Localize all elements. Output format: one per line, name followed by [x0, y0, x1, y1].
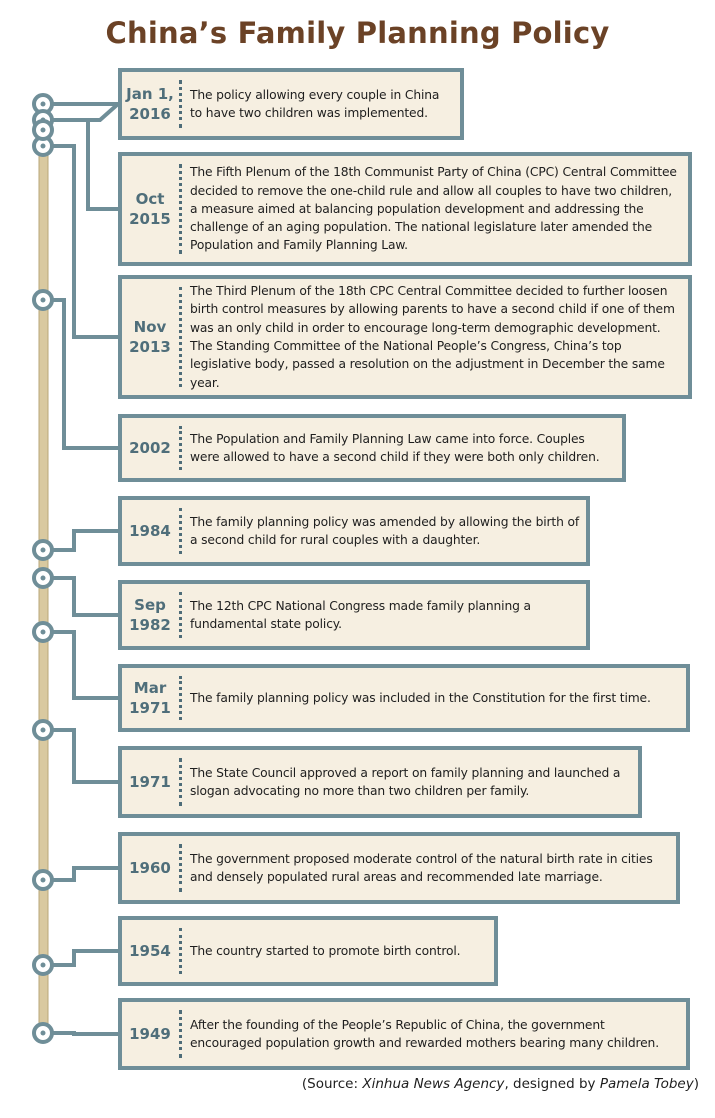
event-date: 1971 [129, 773, 171, 791]
event-description: The government proposed moderate control of the natural birth rate in cities and densely populated rural areas and recommended late marriage. [190, 851, 653, 884]
connector-line [43, 120, 118, 209]
connector-line [43, 146, 118, 337]
connector-line [43, 868, 118, 880]
timeline-card [118, 916, 498, 986]
connector-line [43, 300, 118, 448]
event-date: Oct 2015 [129, 190, 171, 228]
dotted-separator [179, 676, 182, 720]
dotted-separator [179, 426, 182, 470]
event-description: The Population and Family Planning Law came into force. Couples were allowed to have a second child if they were both only children. [190, 431, 600, 464]
connector-line [43, 951, 118, 965]
event-date: 1954 [129, 942, 171, 960]
timeline-card [118, 998, 690, 1070]
source-credit [302, 1076, 699, 1092]
event-description: The 12th CPC National Congress made family planning a fundamental state policy. [190, 598, 531, 631]
source-prefix: (Source: [301, 1076, 363, 1092]
connector-line [43, 730, 118, 782]
page-title: China’s Family Planning Policy [105, 16, 610, 50]
timeline-node-dot [41, 576, 46, 581]
event-description: The family planning policy was amended by allowing the birth of a second child for rural couples with a daughter. [190, 514, 580, 547]
source-suffix: ) [693, 1076, 699, 1092]
source-designer: Pamela Tobey [599, 1076, 694, 1092]
dotted-separator [179, 844, 182, 892]
timeline-card [118, 414, 626, 482]
timeline-node-dot [41, 878, 46, 883]
timeline-node-dot [41, 630, 46, 635]
timeline-card [118, 275, 692, 399]
timeline-node-dot [41, 548, 46, 553]
timeline-card [118, 496, 590, 566]
timeline-node-dot [41, 963, 46, 968]
timeline-node-dot [41, 102, 46, 107]
event-description: The family planning policy was included in the Constitution for the first time. [190, 690, 651, 705]
event-date: 2002 [129, 439, 171, 457]
connector-line [43, 531, 118, 550]
event-description: The State Council approved a report on family planning and launched a slogan advocating no more than two children per family. [190, 765, 621, 798]
dotted-separator [179, 592, 182, 638]
connector-line [43, 578, 118, 615]
dotted-separator [179, 928, 182, 974]
timeline-card [118, 580, 590, 650]
event-description: The Third Plenum of the 18th CPC Central Committee decided to further loosen birth control measures by allowing parents to have a second child if one of them was an only child in order to encourage long-term demographic development. The Standing Committee of the National People’s Congress, China’s top legislative body, passed a resolution on the adjustment in December the same year. [190, 284, 675, 390]
event-description: After the founding of the People’s Republic of China, the government encouraged population growth and rewarded mothers bearing many children. [190, 1017, 659, 1050]
event-date: 1949 [129, 1025, 171, 1043]
timeline-card [118, 832, 680, 904]
connector-line [43, 1033, 118, 1034]
event-date: Mar 1971 [129, 679, 171, 717]
timeline-card [118, 746, 642, 818]
timeline-card [118, 664, 690, 732]
timeline-node-dot [41, 128, 46, 133]
event-date: 1984 [129, 522, 171, 540]
timeline-node-dot [41, 298, 46, 303]
event-description: The policy allowing every couple in China to have two children was implemented. [190, 87, 440, 120]
timeline-node-dot [41, 728, 46, 733]
timeline-node-dot [41, 144, 46, 149]
event-date: 1960 [129, 859, 171, 877]
timeline-node-dot [41, 1031, 46, 1036]
event-date: Sep 1982 [129, 596, 171, 634]
dotted-separator [179, 80, 182, 128]
event-description: The country started to promote birth control. [190, 943, 461, 958]
event-date: Jan 1, 2016 [126, 85, 174, 123]
dotted-separator [179, 508, 182, 554]
timeline-card [118, 68, 464, 140]
connector-line [43, 632, 118, 698]
event-description: The Fifth Plenum of the 18th Communist Party of China (CPC) Central Committee decided to remove the one-child rule and allow all couples to have two children, a measure aimed at balancing population development and addressing the challenge of an aging population. The national legislature later amended the Population and Family Planning Law. [190, 165, 677, 253]
connector-line [43, 104, 118, 120]
dotted-separator [179, 287, 182, 387]
timeline-card [118, 152, 692, 266]
source-middle: , designed by [504, 1076, 600, 1092]
source-agency: Xinhua News Agency [362, 1076, 505, 1092]
dotted-separator [179, 1010, 182, 1058]
dotted-separator [179, 164, 182, 254]
dotted-separator [179, 758, 182, 806]
event-date: Nov 2013 [129, 318, 171, 356]
